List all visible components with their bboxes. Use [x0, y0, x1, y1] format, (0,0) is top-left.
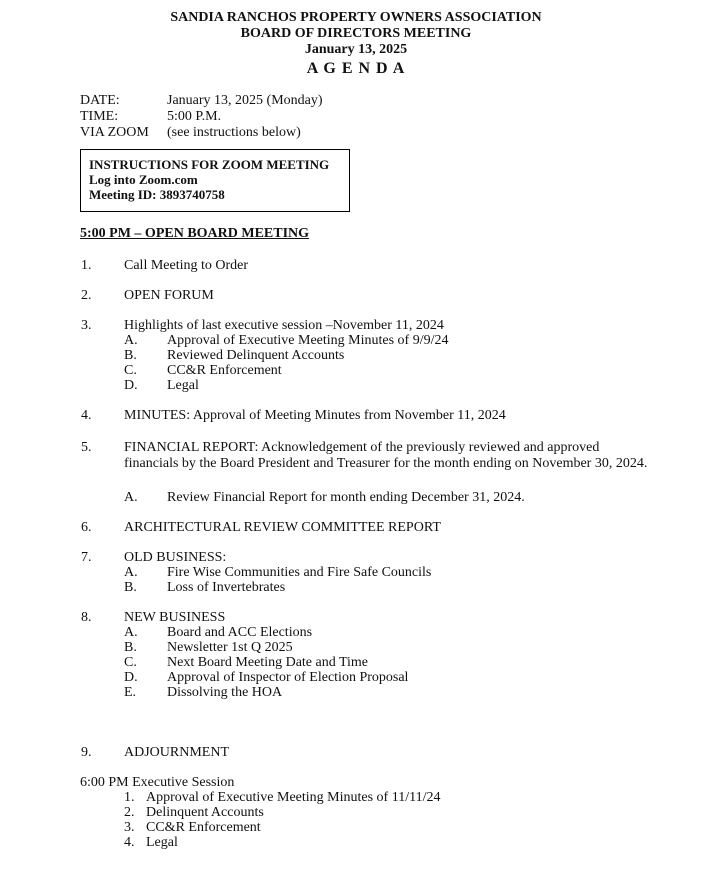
sub-letter: A.: [124, 333, 138, 348]
item-text: OPEN FORUM: [124, 288, 214, 303]
item-number: 7.: [81, 550, 92, 565]
exec-item-number: 4.: [124, 835, 135, 850]
agenda-title: A G E N D A: [306, 60, 406, 77]
sub-text: Review Financial Report for month ending December 31, 2024.: [167, 490, 525, 505]
open-meeting-heading: 5:00 PM – OPEN BOARD MEETING: [80, 226, 310, 241]
time-label: TIME:: [80, 109, 119, 124]
item-number: 1.: [81, 258, 92, 273]
item-text: NEW BUSINESS: [124, 610, 226, 625]
sub-letter: B.: [124, 580, 137, 595]
sub-text: Dissolving the HOA: [167, 685, 283, 700]
sub-letter: D.: [124, 670, 138, 685]
sub-text: Reviewed Delinquent Accounts: [167, 348, 345, 363]
sub-text: CC&R Enforcement: [167, 363, 282, 378]
exec-item-number: 2.: [124, 805, 135, 820]
sub-text: Next Board Meeting Date and Time: [167, 655, 369, 670]
item-number: 2.: [81, 288, 92, 303]
item-text-line1: FINANCIAL REPORT: Acknowledgement of the previously reviewed and approved: [124, 440, 600, 455]
exec-item-text: Legal: [146, 835, 178, 850]
sub-letter: B.: [124, 348, 137, 363]
exec-item-text: Delinquent Accounts: [146, 805, 264, 820]
via-value: (see instructions below): [167, 125, 301, 140]
item-number: 5.: [81, 440, 92, 455]
item-number: 3.: [81, 318, 92, 333]
sub-letter: A.: [124, 625, 138, 640]
sub-letter: C.: [124, 655, 137, 670]
meeting-name: BOARD OF DIRECTORS MEETING: [240, 26, 472, 41]
time-value: 5:00 P.M.: [167, 109, 222, 124]
item-text: ADJOURNMENT: [124, 745, 229, 760]
date-value: January 13, 2025 (Monday): [167, 93, 323, 108]
sub-letter: A.: [124, 565, 138, 580]
sub-text: Approval of Inspector of Election Proposal: [167, 670, 409, 685]
item-number: 8.: [81, 610, 92, 625]
sub-text: Board and ACC Elections: [167, 625, 313, 640]
meeting-date-heading: January 13, 2025: [304, 42, 408, 57]
via-label: VIA ZOOM: [80, 125, 149, 140]
exec-item-number: 1.: [124, 790, 135, 805]
zoom-title: INSTRUCTIONS FOR ZOOM MEETING: [89, 157, 330, 172]
association-name: SANDIA RANCHOS PROPERTY OWNERS ASSOCIATION: [170, 10, 542, 25]
item-text: Highlights of last executive session –November 11, 2024: [124, 318, 444, 333]
sub-text: Approval of Executive Meeting Minutes of 9/9/24: [167, 333, 449, 348]
sub-text: Fire Wise Communities and Fire Safe Councils: [167, 565, 432, 580]
item-text: MINUTES: Approval of Meeting Minutes from November 11, 2024: [124, 408, 506, 423]
sub-text: Legal: [167, 378, 199, 393]
sub-letter: D.: [124, 378, 138, 393]
item-text-line2: financials by the Board President and Treasurer for the month ending on November 30, 2024.: [124, 456, 648, 471]
item-number: 9.: [81, 745, 92, 760]
item-number: 6.: [81, 520, 92, 535]
item-text: Call Meeting to Order: [124, 258, 249, 273]
item-text: OLD BUSINESS:: [124, 550, 227, 565]
sub-text: Loss of Invertebrates: [167, 580, 286, 595]
executive-session-heading: 6:00 PM Executive Session: [80, 775, 235, 790]
sub-letter: B.: [124, 640, 137, 655]
sub-letter: A.: [124, 490, 138, 505]
exec-item-number: 3.: [124, 820, 135, 835]
zoom-login: Log into Zoom.com: [89, 172, 198, 187]
date-label: DATE:: [80, 93, 120, 108]
sub-letter: C.: [124, 363, 137, 378]
sub-text: Newsletter 1st Q 2025: [167, 640, 293, 655]
item-text: ARCHITECTURAL REVIEW COMMITTEE REPORT: [124, 520, 441, 535]
exec-item-text: CC&R Enforcement: [146, 820, 261, 835]
zoom-meeting-id: Meeting ID: 3893740758: [89, 187, 225, 202]
sub-letter: E.: [124, 685, 137, 700]
item-number: 4.: [81, 408, 92, 423]
exec-item-text: Approval of Executive Meeting Minutes of 11/11/24: [146, 790, 441, 805]
